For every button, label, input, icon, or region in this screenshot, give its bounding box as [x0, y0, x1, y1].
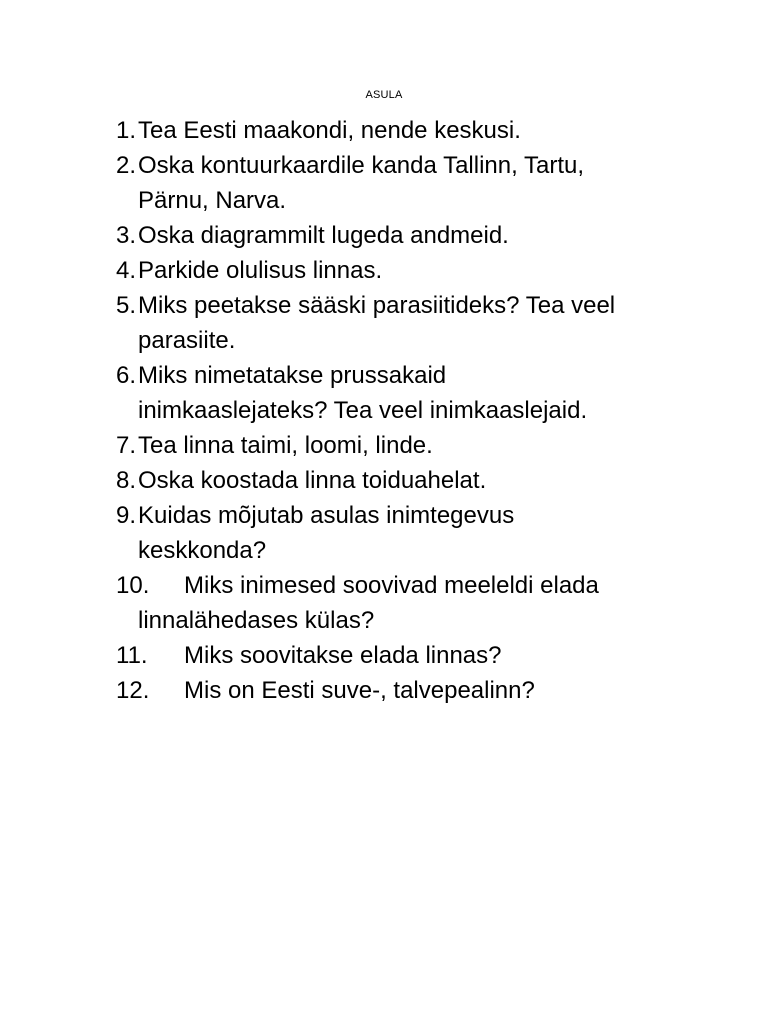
list-item	[116, 288, 656, 358]
item-text: Kuidas mõjutab asulas inimtegevus keskkonda?	[138, 502, 515, 564]
document-title: ASULA	[365, 89, 403, 101]
item-number: 11.	[116, 642, 148, 669]
list-item	[116, 218, 656, 253]
item-number: 5.	[116, 292, 137, 319]
item-number: 1.	[116, 117, 137, 144]
item-text: Miks inimesed soovivad meeleldi elada linnalähedases külas?	[138, 572, 599, 634]
item-number: 9.	[116, 502, 137, 529]
list-item	[116, 428, 656, 463]
item-text: Miks soovitakse elada linnas?	[184, 642, 502, 669]
list-item	[116, 568, 656, 638]
item-text: Oska koostada linna toiduahelat.	[138, 467, 487, 494]
item-number: 7.	[116, 432, 137, 459]
list-item	[116, 113, 656, 148]
item-number: 8.	[116, 467, 137, 494]
item-text: Miks peetakse sääski parasiitideks? Tea veel parasiite.	[138, 292, 616, 354]
item-text: Tea Eesti maakondi, nende keskusi.	[138, 117, 521, 144]
item-text: Oska diagrammilt lugeda andmeid.	[138, 222, 509, 249]
list-item	[116, 253, 656, 288]
item-text: Oska kontuurkaardile kanda Tallinn, Tartu, Pärnu, Narva.	[138, 152, 585, 214]
item-number: 4.	[116, 257, 137, 284]
list-item	[116, 463, 656, 498]
list-item	[116, 638, 656, 673]
item-number: 3.	[116, 222, 137, 249]
list-item	[116, 498, 656, 568]
item-text: Tea linna taimi, loomi, linde.	[138, 432, 433, 459]
list-item	[116, 148, 656, 218]
item-text: Miks nimetatakse prussakaid inimkaaslejateks? Tea veel inimkaaslejaid.	[138, 362, 588, 424]
item-number: 12.	[116, 677, 150, 704]
item-text: Mis on Eesti suve-, talvepealinn?	[184, 677, 535, 704]
item-number: 6.	[116, 362, 137, 389]
item-text: Parkide olulisus linnas.	[138, 257, 383, 284]
list-item	[116, 358, 656, 428]
item-number: 2.	[116, 152, 137, 179]
item-number: 10.	[116, 572, 150, 599]
question-list	[116, 113, 656, 708]
list-item	[116, 673, 656, 708]
